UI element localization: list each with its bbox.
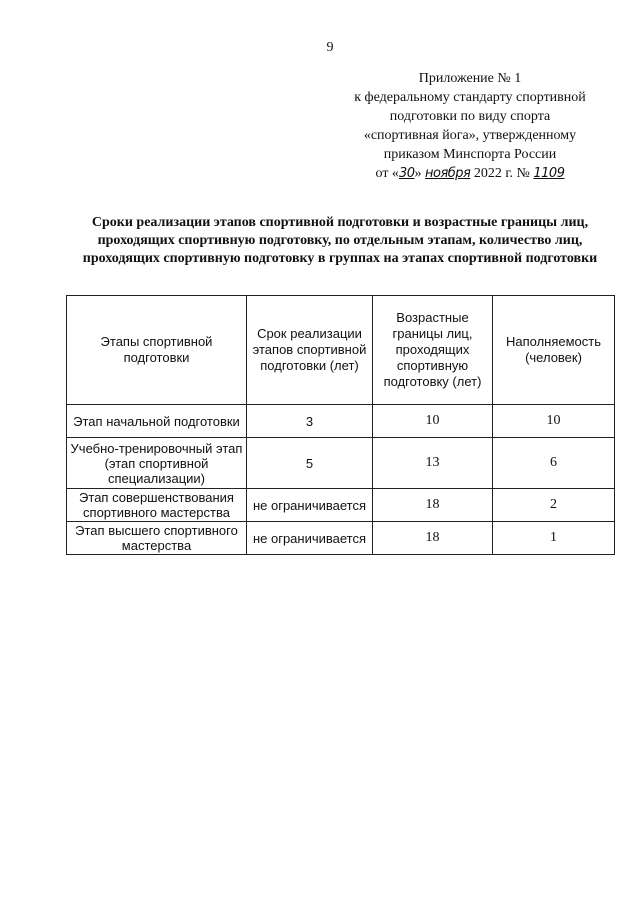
age-cell: 10 bbox=[373, 405, 493, 438]
table-header-row bbox=[67, 296, 615, 405]
appendix-line: «спортивная йога», утвержденному bbox=[363, 128, 577, 143]
duration-cell: 5 bbox=[247, 438, 373, 489]
table-row bbox=[67, 438, 615, 489]
age-cell: 13 bbox=[373, 438, 493, 489]
date-year: 2022 г. № bbox=[473, 166, 530, 181]
table-row bbox=[67, 489, 615, 522]
appendix-line: Приложение № 1 bbox=[418, 71, 522, 86]
document-title: Сроки реализации этапов спортивной подготовки и возрастные границы лиц, проходящих спортивную подготовку, по отдельным этапам, количество лиц, проходящих спортивную подготовку в группах на этапах спортивной подготовки bbox=[82, 215, 598, 266]
appendix-line: подготовки по виду спорта bbox=[389, 109, 551, 124]
handwritten-order-number: 1109 bbox=[533, 166, 565, 181]
size-cell: 2 bbox=[493, 489, 615, 522]
age-cell: 18 bbox=[373, 489, 493, 522]
stage-cell: Этап высшего спортивного мастерства bbox=[67, 522, 247, 555]
page-number: 9 bbox=[326, 40, 334, 55]
header-stage: Этапы спортивной подготовки bbox=[67, 296, 247, 405]
date-prefix: от « bbox=[375, 166, 399, 181]
header-duration: Срок реализации этапов спортивной подготовки (лет) bbox=[247, 296, 373, 405]
approval-date-line bbox=[340, 164, 600, 183]
handwritten-month: ноября bbox=[424, 166, 471, 181]
table-row bbox=[67, 405, 615, 438]
stage-cell: Учебно-тренировочный этап (этап спортивной специализации) bbox=[67, 438, 247, 489]
size-cell: 1 bbox=[493, 522, 615, 555]
duration-cell: не ограничивается bbox=[247, 522, 373, 555]
date-separator: » bbox=[414, 166, 422, 181]
duration-cell: не ограничивается bbox=[247, 489, 373, 522]
size-cell: 6 bbox=[493, 438, 615, 489]
header-size: Наполняемость (человек) bbox=[493, 296, 615, 405]
age-cell: 18 bbox=[373, 522, 493, 555]
table-row bbox=[67, 522, 615, 555]
appendix-block bbox=[340, 69, 600, 183]
appendix-line: к федеральному стандарту спортивной bbox=[354, 90, 586, 105]
stage-cell: Этап совершенствования спортивного мастерства bbox=[67, 489, 247, 522]
appendix-line: приказом Минспорта России bbox=[383, 147, 557, 162]
stage-cell: Этап начальной подготовки bbox=[67, 405, 247, 438]
stages-table bbox=[66, 295, 615, 555]
size-cell: 10 bbox=[493, 405, 615, 438]
header-age: Возрастные границы лиц, проходящих спортивную подготовку (лет) bbox=[373, 296, 493, 405]
handwritten-day: 30 bbox=[398, 166, 415, 181]
duration-cell: 3 bbox=[247, 405, 373, 438]
